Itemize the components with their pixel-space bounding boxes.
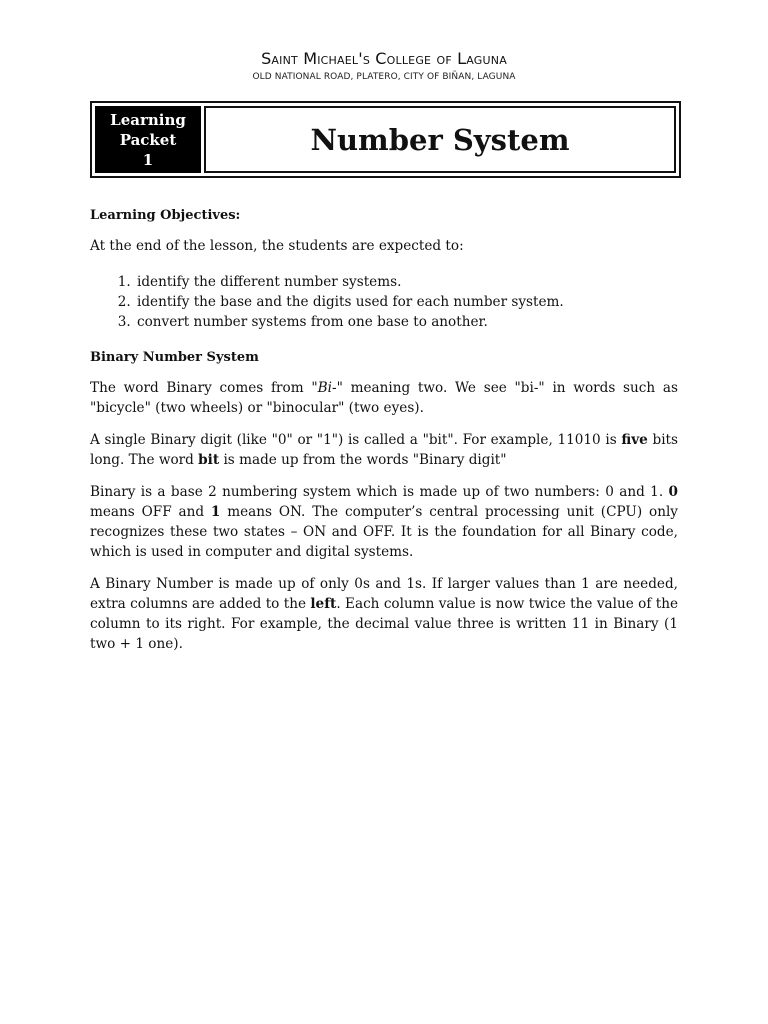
objective-item: 3. convert number systems from one base to another. <box>135 312 678 332</box>
text-run: Binary is a base 2 numbering system which is made up of two numbers: 0 and 1. <box>90 484 669 500</box>
binary-paragraph-2 <box>90 430 678 470</box>
text-run: . Each column value is now twice the value of the column to its right. For example, the decimal value three is written 11 in Binary (1 two + 1 one). <box>90 596 678 652</box>
packet-number: 1 <box>142 150 154 169</box>
text-run-italic: Bi- <box>317 380 337 396</box>
document-body <box>90 206 678 654</box>
text-run: The word Binary comes from " <box>90 380 318 396</box>
binary-paragraph-4 <box>90 574 678 654</box>
binary-heading: Binary Number System <box>90 350 259 365</box>
text-run: bits long. The word <box>90 432 678 468</box>
binary-paragraph-3 <box>90 482 678 562</box>
school-name: Saint Michael's College of Laguna <box>261 49 507 68</box>
text-run: means ON. The computer’s central processing unit (CPU) only recognizes these two states – ON and OFF. It is the foundation for all Binary code, which is used in computer and digital systems. <box>90 504 678 560</box>
objectives-heading: Learning Objectives: <box>90 208 241 223</box>
school-address: OLD NATIONAL ROAD, PLATERO, CITY OF BIÑAN, LAGUNA <box>252 72 516 82</box>
text-run-bold: five <box>621 432 648 448</box>
text-run-bold: bit <box>198 452 220 468</box>
document-title: Number System <box>204 106 676 173</box>
text-run: " meaning two. We see "bi-" in words such as "bicycle" (two wheels) or "binocular" (two eyes). <box>90 380 678 416</box>
text-run-bold: 1 <box>210 504 221 520</box>
title-box <box>90 101 681 178</box>
learning-packet-label <box>95 106 201 173</box>
text-run-bold: left <box>310 596 337 612</box>
text-run-bold: 0 <box>668 484 678 500</box>
text-run: means OFF and <box>90 504 211 520</box>
objectives-intro: At the end of the lesson, the students are expected to: <box>90 238 464 254</box>
objective-item: 1. identify the different number systems. <box>135 272 678 292</box>
text-run: A Binary Number is made up of only 0s and 1s. If larger values than 1 are needed, extra columns are added to the <box>90 576 678 612</box>
objective-item: 2. identify the base and the digits used for each number system. <box>135 292 678 312</box>
text-run: A single Binary digit (like "0" or "1") is called a "bit". For example, 11010 is <box>90 432 622 448</box>
packet-label-line2: Packet <box>119 130 177 149</box>
packet-label-line1: Learning <box>110 110 186 129</box>
text-run: is made up from the words "Binary digit" <box>219 452 507 468</box>
binary-paragraph-1 <box>90 378 678 418</box>
objectives-list <box>90 272 678 332</box>
